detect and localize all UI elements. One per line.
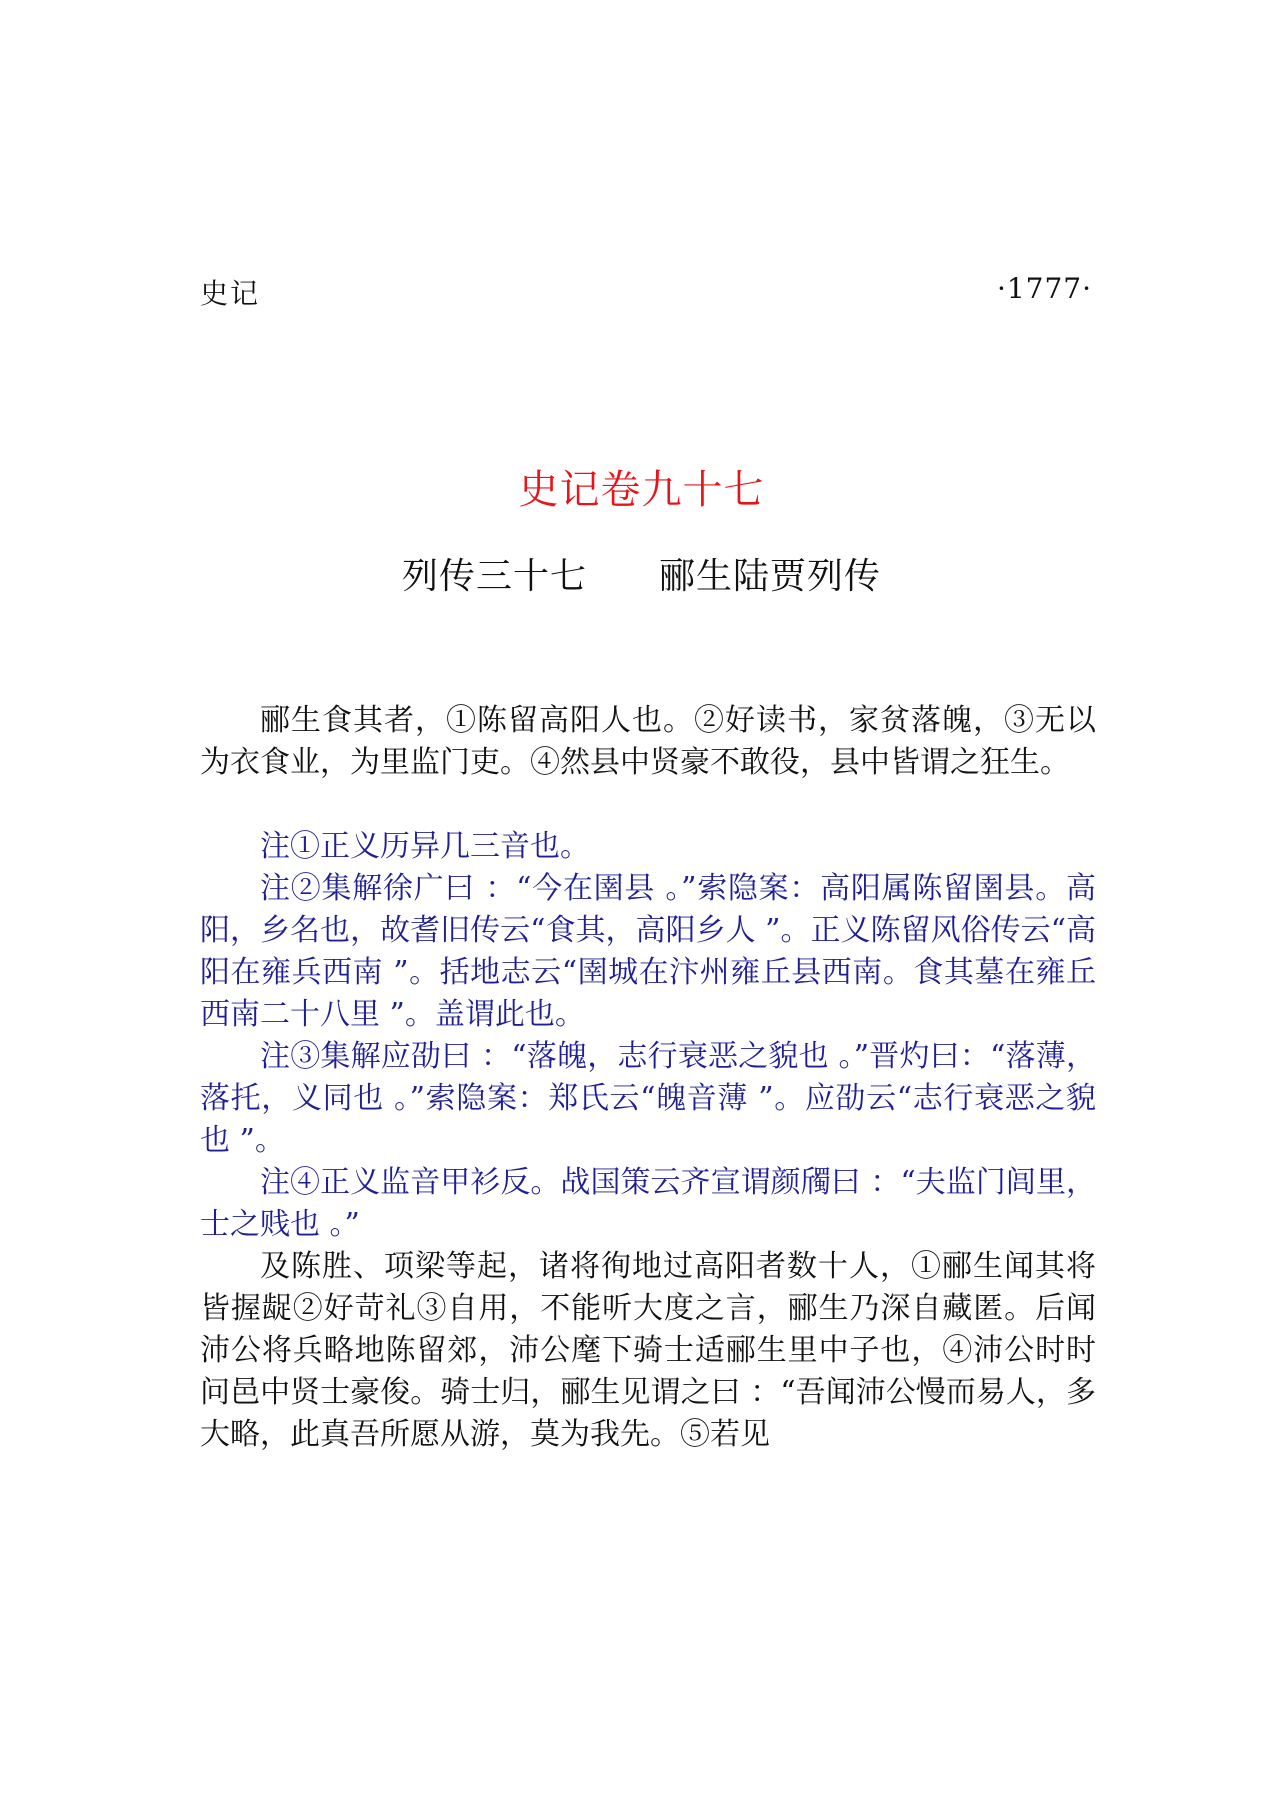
chapter-subtitle (0, 548, 1283, 599)
body-text (200, 700, 1096, 1456)
note-4: 注④正义监音甲衫反。战国策云齐宣谓颜斶曰 ：“夫监门闾里，士之贱也 。” (200, 1165, 1096, 1242)
subtitle-name: 郦生陆贾列传 (659, 556, 882, 597)
note-1: 注①正义历异几三音也。 (260, 829, 590, 864)
note-3: 注③集解应劭曰 ：“落魄，志行衰恶之貌也 。”晋灼曰：“落薄，落托，义同也 。”索隐案：郑氏云“魄音薄 ”。应劭云“志行衰恶之貌也 ”。 (200, 1039, 1096, 1158)
book-title: 史记 (200, 277, 261, 310)
subtitle-section: 列传三十七 (401, 556, 587, 597)
running-header (200, 272, 1092, 312)
chapter-title: 史记卷九十七 (518, 467, 765, 513)
note-2: 注②集解徐广曰 ：“今在圉县 。”索隐案：高阳属陈留圉县。高阳，乡名也，故耆旧传云“食其，高阳乡人 ”。正义陈留风俗传云“高阳在雍兵西南 ”。括地志云“圉城在汴州雍丘县西南。食其墓在雍丘西南二十八里 ”。盖谓此也。 (200, 871, 1096, 1032)
page-number: ·1777· (996, 272, 1092, 305)
paragraph-main: 郦生食其者，①陈留高阳人也。②好读书，家贫落魄，③无以为衣食业，为里监门吏。④然县中贤豪不敢役，县中皆谓之狂生。 (200, 703, 1096, 780)
paragraph-spacer (200, 784, 1096, 826)
paragraph-continued: 及陈胜、项梁等起，诸将徇地过高阳者数十人，①郦生闻其将皆握龊②好苛礼③自用，不能听大度之言，郦生乃深自藏匿。后闻沛公将兵略地陈留郊，沛公麾下骑士适郦生里中子也，④沛公时时问邑中贤士豪俊。骑士归，郦生见谓之曰 ：“吾闻沛公慢而易人，多大略，此真吾所愿从游，莫为我先。⑤若见 (200, 1249, 1096, 1452)
